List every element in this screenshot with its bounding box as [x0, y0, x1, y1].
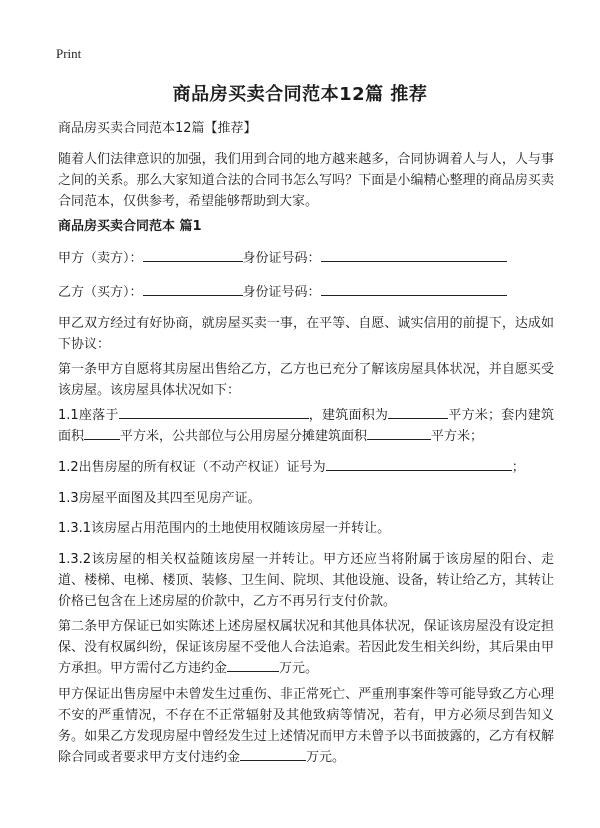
party-b-label: 乙方（买方）：: [58, 285, 143, 300]
preamble-paragraph: 甲乙双方经过有好协商，就房屋买卖一事，在平等、自愿、诚实信用的前提下，达成如下协议：: [58, 316, 554, 352]
shared-area-field[interactable]: [367, 426, 431, 440]
interior-area-field[interactable]: [84, 426, 120, 440]
article-1-paragraph: 第一条甲方自愿将其房屋出售给乙方，乙方也已充分了解该房屋具体状况，并自愿买受该房屋。该房屋具体状况如下：: [58, 362, 554, 398]
clause-1-1-text-d: 平方米，公共部位与公用房屋分摊建筑面积: [120, 429, 368, 444]
party-b-id-field[interactable]: [321, 282, 507, 296]
article-2-text-b: 万元。: [279, 661, 319, 676]
party-a-row: [58, 248, 554, 269]
guarantee-text-a: 甲方保证出售房屋中未曾发生过重伤、非正常死亡、严重刑事案件等可能导致乙方心理不安的严重情况，不存在不正常辐射及其他致病等情况，若有，甲方必须尽到告知义务。如果乙方发现房屋中曾经发生过上述情况而甲方未曾予以书面披露的，乙方有权解除合同或者要求甲方支付违约金: [58, 687, 554, 765]
property-cert-field[interactable]: [326, 457, 512, 471]
party-a-id-label: 身份证号码：: [242, 251, 321, 266]
clause-1-3: 1.3房屋平面图及其四至见房产证。: [58, 491, 261, 506]
intro-paragraph: 随着人们法律意识的加强，我们用到合同的地方越来越多，合同协调着人与人，人与事之间的关系。那么大家知道合法的合同书怎么写吗？下面是小编精心整理的商品房买卖合同范本，仅供参考，希望能够帮助到大家。: [58, 152, 554, 209]
guarantee-paragraph: [58, 684, 554, 768]
clause-1-3-1: 1.3.1该房屋占用范围内的土地使用权随该房屋一并转让。: [58, 521, 391, 536]
document-subtitle: 商品房买卖合同范本12篇【推荐】: [58, 121, 257, 136]
clause-1-3-2: 1.3.2该房屋的相关权益随该房屋一并转让。甲方还应当将附属于该房屋的阳台、走道、楼梯、电梯、楼顶、装修、卫生间、院坝、其他设施、设备，转让给乙方，其转让价格已包含在上述房屋的价款中，乙方不再另行支付价款。: [58, 552, 554, 609]
party-b-id-label: 身份证号码：: [242, 285, 321, 300]
clause-1-1-text-e: 平方米；: [431, 429, 484, 444]
guarantee-text-b: 万元。: [306, 750, 346, 765]
clause-1-2: [58, 457, 554, 478]
clause-1-2-text-b: ；: [511, 460, 525, 475]
clause-1-1-text-b: ，建筑面积为: [308, 408, 389, 423]
location-field[interactable]: [119, 405, 309, 419]
party-a-label: 甲方（卖方）：: [58, 251, 143, 266]
page-title: 商品房买卖合同范本12篇 推荐: [172, 84, 428, 105]
clause-1-1-text-c: 平方米；套内建筑面积: [58, 408, 554, 444]
party-b-row: [58, 282, 554, 303]
building-area-field[interactable]: [388, 405, 448, 419]
party-a-id-field[interactable]: [321, 248, 507, 262]
article-2-paragraph: [58, 616, 554, 679]
clause-1-1: [58, 405, 554, 447]
guarantee-penalty-field[interactable]: [240, 747, 306, 761]
print-link[interactable]: Print: [56, 46, 82, 61]
article-2-text-a: 第二条甲方保证已如实陈述上述房屋权属状况和其他具体状况，保证该房屋没有设定担保、没有权属纠纷，保证该房屋不受他人合法追索。若因此发生相关纠纷，其后果由甲方承担。甲方需付乙方违约金: [58, 619, 554, 676]
article-2-penalty-field[interactable]: [227, 658, 279, 672]
party-b-name-field[interactable]: [143, 282, 243, 296]
party-a-name-field[interactable]: [143, 248, 243, 262]
clause-1-2-text-a: 1.2出售房屋的所有权证（不动产权证）证号为: [58, 460, 326, 475]
clause-1-1-text-a: 1.1座落于: [58, 408, 119, 423]
section-heading: 商品房买卖合同范本 篇1: [58, 219, 202, 234]
